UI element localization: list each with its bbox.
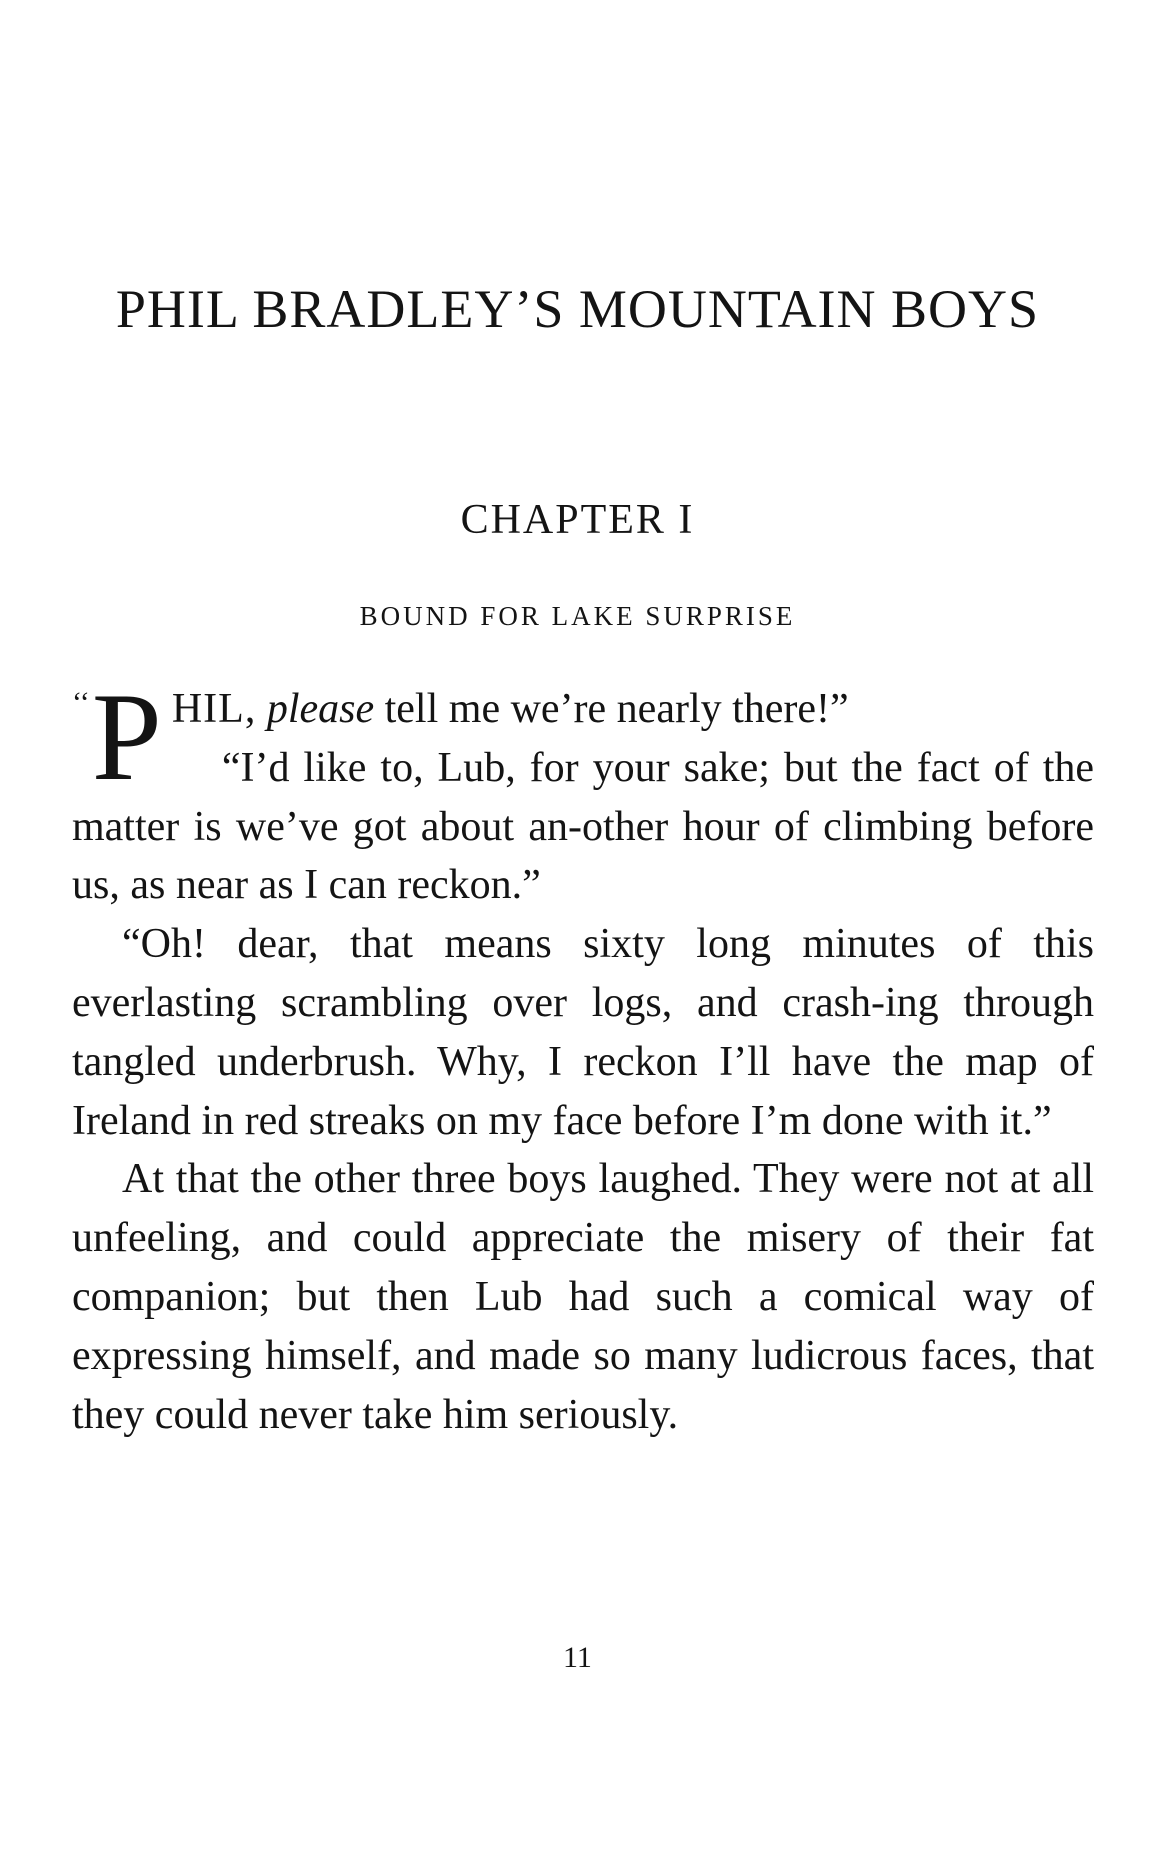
book-title: PHIL BRADLEY’S MOUNTAIN BOYS — [115, 279, 1040, 339]
drop-cap: P — [91, 668, 162, 807]
emphasized-word: please — [266, 686, 375, 732]
page-number: 11 — [563, 1641, 592, 1674]
chapter-heading: CHAPTER I — [460, 497, 695, 543]
paragraph-3: “Oh! dear, that means sixty long minutes of this everlasting scrambling over logs, and crash-ing through tangled underbrush. Why, I reckon I’ll have the map of Ireland in red streaks on my face before I’m done with it.” — [72, 921, 1094, 1144]
paragraph-4: At that the other three boys laughed. They were not at all unfeeling, and could appreciate the misery of their fat companion; but then Lub had such a comical way of expressing himself, and made so many ludicrous faces, that they could never take him seriously. — [72, 1156, 1094, 1438]
paragraph-2: “I’d like to, Lub, for your sake; but the fact of the matter is we’ve got about an-other hour of climbing before us, as near as I can reckon.” — [72, 744, 1094, 909]
chapter-title: BOUND FOR LAKE SURPRISE — [359, 601, 796, 631]
opening-quote: ‘‘ — [72, 686, 90, 719]
drop-cap-continuation: HIL, — [171, 686, 257, 732]
paragraph-1-text: tell me we’re nearly there!” — [374, 686, 849, 732]
chapter-body — [72, 668, 1094, 1444]
paragraph-1 — [72, 668, 1094, 807]
